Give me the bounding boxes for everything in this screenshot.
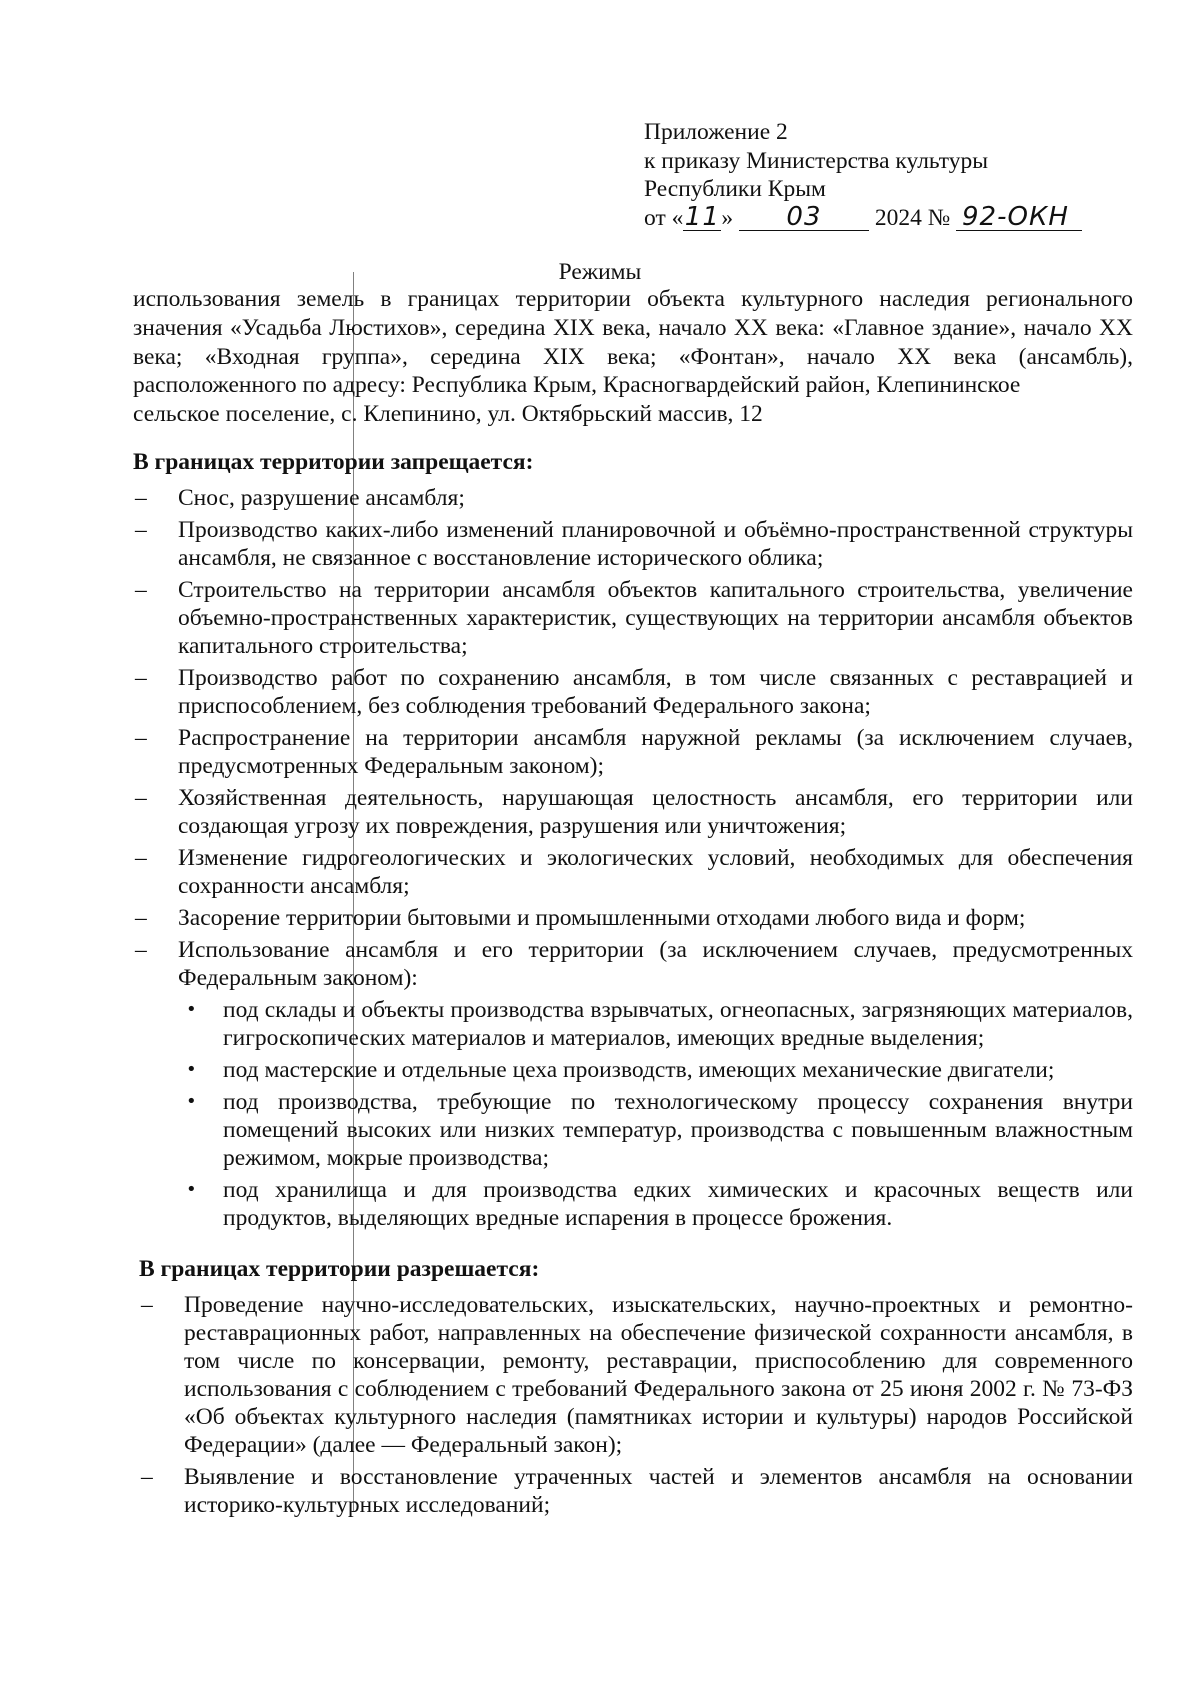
date-month-handwritten: 03: [739, 204, 869, 231]
dash-marker: –: [135, 845, 147, 871]
list-item-text: Распространение на территории ансамбля наружной рекламы (за исключением случаев, предусмотренных Федеральным законом);: [178, 725, 1133, 779]
republic-name: Республики Крым: [644, 176, 826, 202]
list-item: [133, 904, 1133, 932]
dash-marker: –: [135, 937, 147, 963]
list-item: [133, 484, 1133, 512]
dash-marker: –: [135, 725, 147, 751]
sublist-item: [178, 1088, 1133, 1172]
list-item-text: Хозяйственная деятельность, нарушающая целостность ансамбля, его территории или создающая угрозу их повреждения, разрушения или уничтожения;: [178, 785, 1133, 839]
date-prefix: от «: [644, 204, 684, 231]
list-item: [133, 936, 1133, 1232]
sublist-item-text: под мастерские и отдельные цеха производств, имеющих механические двигатели;: [223, 1057, 1055, 1083]
bullet-marker: •: [186, 1059, 197, 1080]
intro-text-last-line: сельское поселение, с. Клепинино, ул. Октябрьский массив, 12: [133, 401, 763, 428]
dash-marker: –: [135, 665, 147, 691]
sublist-item: [178, 1176, 1133, 1232]
date-day-handwritten: 11: [684, 201, 720, 232]
appendix-header: [644, 118, 1084, 232]
sublist-item-text: под склады и объекты производства взрывчатых, огнеопасных, загрязняющих материалов, гигроскопических материалов и материалов, имеющих вредные выделения;: [223, 997, 1133, 1051]
list-item: [133, 844, 1133, 900]
sublist-item-text: под производства, требующие по технологическому процессу сохранения внутри помещений высоких или низких температур, производства с повышенным влажностным режимом, мокрые производства;: [223, 1089, 1133, 1171]
bullet-marker: •: [186, 1091, 197, 1112]
prohibited-heading: В границах территории запрещается:: [133, 449, 534, 475]
bullet-marker: •: [186, 999, 197, 1020]
list-item-text: Проведение научно-исследовательских, изыскательских, научно-проектных и ремонтно-реставрационных работ, направленных на обеспечение физической сохранности ансамбля, в том числе по консервации, ремонту, реставрации, приспособлению для современного использования с соблюдением с требований Федерального закона от 25 июня 2002 г. № 73-ФЗ «Об объектах культурного наследия (памятниках истории и культуры) народов Российской Федерации» (далее — Федеральный закон);: [184, 1292, 1133, 1458]
list-item-text: Изменение гидрогеологических и экологических условий, необходимых для обеспечения сохранности ансамбля;: [178, 845, 1133, 899]
dash-marker: –: [135, 577, 147, 603]
dash-marker: –: [135, 905, 147, 931]
list-item-text: Снос, разрушение ансамбля;: [178, 485, 465, 511]
prohibited-list: [133, 484, 1133, 1232]
allowed-heading: В границах территории разрешается:: [139, 1256, 540, 1282]
dash-marker: –: [141, 1464, 153, 1490]
prohibited-sublist: [178, 996, 1133, 1232]
intro-paragraph: [133, 285, 1133, 429]
list-item: [133, 784, 1133, 840]
intro-text: использования земель в границах территории объекта культурного наследия регионального значения «Усадьба Люстихов», середина XIX века, начало XX века: «Главное здание», начало XX века; «Входная группа», середина XIX века; «Фонтан», начало XX века (ансамбль), расположенного по адресу: Республика Крым, Красногвардейский район, Клепининское: [133, 286, 1133, 399]
list-item: [133, 664, 1133, 720]
dash-marker: –: [135, 485, 147, 511]
document-title: Режимы: [558, 259, 642, 285]
appendix-label: Приложение 2: [644, 119, 788, 145]
order-date-line: [644, 201, 1084, 233]
sublist-item-text: под хранилища и для производства едких химических и красочных веществ или продуктов, выделяющих вредные испарения в процессе брожения.: [223, 1177, 1133, 1231]
date-year: 2024 №: [874, 204, 951, 231]
sublist-item: [178, 1056, 1133, 1084]
list-item-text: Производство каких-либо изменений планировочной и объёмно-пространственной структуры ансамбля, не связанное с восстановление исторического облика;: [178, 517, 1133, 571]
sublist-item: [178, 996, 1133, 1052]
list-item: [139, 1463, 1133, 1519]
order-reference: к приказу Министерства культуры: [644, 147, 988, 174]
list-item-text: Строительство на территории ансамбля объектов капитального строительства, увеличение объемно-пространственных характеристик, существующих на территории ансамбля объектов капитального строительства;: [178, 577, 1133, 659]
dash-marker: –: [135, 785, 147, 811]
list-item-text: Выявление и восстановление утраченных частей и элементов ансамбля на основании историко-культурных исследований;: [184, 1464, 1133, 1518]
list-item-text: Использование ансамбля и его территории (за исключением случаев, предусмотренных Федеральным законом):: [178, 937, 1133, 991]
prohibited-section: [133, 448, 1133, 1236]
allowed-list: [139, 1291, 1133, 1519]
allowed-section: [139, 1255, 1133, 1523]
dash-marker: –: [135, 517, 147, 543]
date-mid: »: [721, 204, 734, 231]
list-item-text: Производство работ по сохранению ансамбля, в том числе связанных с реставрацией и приспособлением, без соблюдения требований Федерального закона;: [178, 665, 1133, 719]
list-item: [133, 516, 1133, 572]
dash-marker: –: [141, 1292, 153, 1318]
list-item: [133, 724, 1133, 780]
list-item: [133, 576, 1133, 660]
list-item-text: Засорение территории бытовыми и промышленными отходами любого вида и форм;: [178, 905, 1026, 931]
order-number-handwritten: 92-ОКН: [956, 204, 1082, 231]
list-item: [139, 1291, 1133, 1459]
bullet-marker: •: [186, 1179, 197, 1200]
